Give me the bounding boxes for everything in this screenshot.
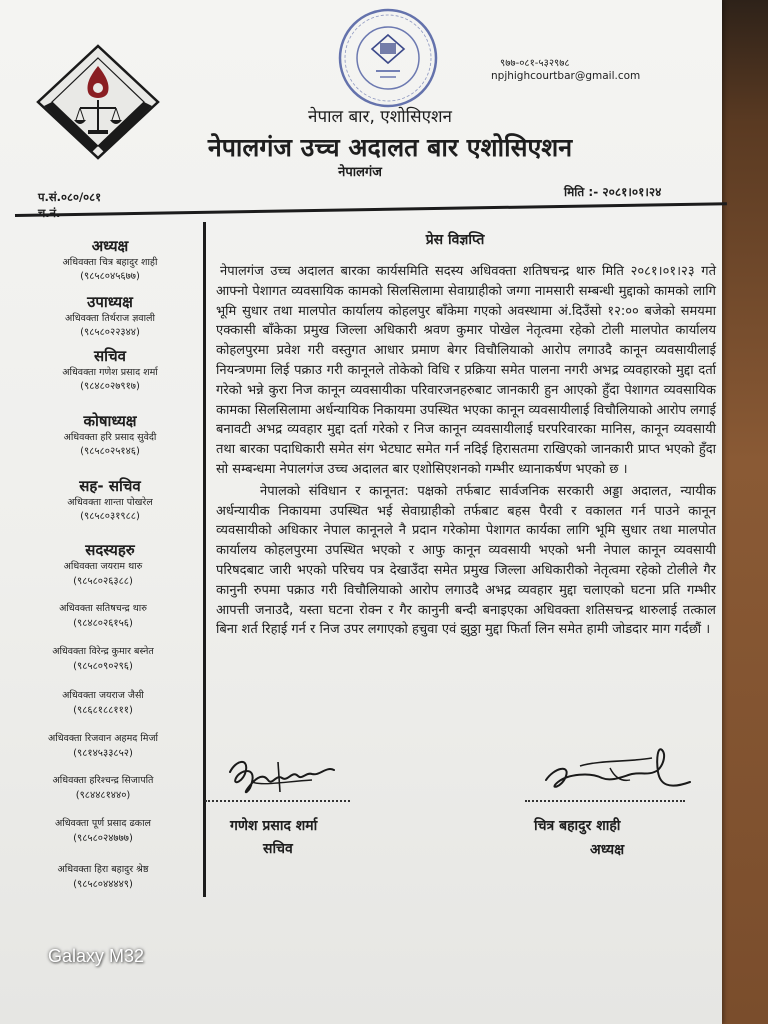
members-heading: सदस्यहरु (85, 541, 135, 559)
member-phone: (९८५८०४४४४९) (73, 879, 133, 890)
signatory-role: अध्यक्ष (590, 842, 625, 858)
member-entry (18, 773, 188, 803)
officer-role: सह- सचिव (79, 477, 141, 495)
officer-name: अधिवक्ता शान्ता पोखरेल (67, 497, 153, 508)
member-phone: (९८४८०२६१५६) (73, 618, 133, 629)
notice-paragraph: नेपालको संविधान र कानूनत: पक्षको तर्फबाट सार्वजनिक सरकारी अड्डा अदालत, न्यायीक अर्धन्यायीक निकायमा उपस्थित भई सेवाग्राहीको तर्फबाट बहस पैरवी र वकालत गर्न पाउने कानून व्यवसायीको अधिकार नेपाल कानूनले नै प्रदान गरेकोमा पेशागत कार्यका लागि भूमि सुधार तथा मालपोत कार्यालय कोहलपुरमा उपस्थित भएको र आफु कानून व्यवसायी भएको भनी नेपाल कानून व्यवसायी परिषदबाट जारी भएको परिचय पत्र देखाउँदा समेत प्रमुख जिल्ला अधिकारीको नेतृत्वमा रहेको टोलीले गैर कानुनी रुपमा पक्राउ गरी विचौलियाको आरोप लगाउदै अभद्र व्यवहार मुद्दा चलाएको घटना प्रति गम्भीर आपत्ती जनाउदै, यस्ता घटना रोक्न र गैर कानुनी बन्दी बनाइएका अधिवक्ता शतिसचन्द्र थारुलाई तत्काल बिना शर्त रिहाई गर्न र निज उपर लगाएको हचुवा एवं झुठ्ठा मुद्दा फिर्ता लिन समेत हामी जोडदार माग गर्दछौं । (216, 483, 716, 638)
bar-association-logo (36, 44, 160, 160)
officer-president (25, 237, 195, 284)
officer-role: कोषाध्यक्ष (83, 412, 137, 430)
officer-phone: (९८५८०२२३४४) (80, 327, 140, 338)
member-name: अधिवक्ता हिरा बहादुर श्रेष्ठ (57, 864, 149, 875)
signature-line (205, 800, 350, 802)
notice-heading: प्रेस विज्ञप्ति (425, 232, 485, 248)
member-entry (18, 862, 188, 892)
member-entry (18, 816, 188, 846)
sidebar-divider (203, 222, 206, 897)
member-entry (18, 601, 188, 631)
email-address: npjhighcourtbar@gmail.com (491, 70, 641, 82)
officer-name: अधिवक्ता हरि प्रसाद सुवेदी (63, 432, 157, 443)
officer-name: अधिवक्ता चित्र बहादुर शाही (62, 257, 158, 268)
camera-watermark: Galaxy M32 (48, 946, 145, 966)
officer-role: अध्यक्ष (91, 237, 129, 255)
letter-date: मिति :- २०८१।०१।२४ (564, 185, 662, 199)
letterhead-location: नेपालगंज (338, 165, 382, 180)
member-phone: (९८५८०२४७७७) (73, 833, 133, 844)
notice-body (216, 262, 716, 640)
phone-number: ९७७-०८१-५३२९७८ (500, 58, 570, 69)
member-phone: (९८१४५३३८५२) (73, 748, 133, 759)
member-name: अधिवक्ता सतिषचन्द्र थारु (59, 603, 147, 614)
officer-treasurer (25, 412, 195, 459)
member-entry (18, 688, 188, 718)
signatory-name: गणेश प्रसाद शर्मा (230, 818, 318, 834)
officer-vice-president (25, 293, 195, 340)
signatory-name: चित्र बहादुर शाही (534, 818, 621, 834)
officer-phone: (९८५८०३१९८८) (80, 511, 140, 522)
officer-name: अधिवक्ता गणेश प्रसाद शर्मा (62, 367, 158, 378)
signature-president (540, 746, 695, 802)
member-name: अधिवक्ता जयराम थारु (63, 561, 143, 572)
officer-phone: (९८५८०४५६७७) (80, 271, 140, 282)
officer-role: सचिव (94, 347, 126, 365)
reference-number: प.सं.०८०/०८१ (38, 190, 102, 204)
member-name: अधिवक्ता पूर्ण प्रसाद ढकाल (54, 818, 151, 829)
officer-phone: (९८५८०२५१४६) (80, 446, 140, 457)
officer-role: उपाध्यक्ष (87, 293, 133, 311)
header-divider (15, 202, 727, 217)
member-name: अधिवक्ता जयराज जैसी (62, 690, 144, 701)
officer-secretary (25, 347, 195, 394)
signatory-role: सचिव (263, 841, 293, 857)
member-name: अधिवक्ता विरेन्द्र कुमार बस्नेत (52, 646, 154, 657)
letterhead-title: नेपालगंज उच्च अदालत बार एशोसिएशन (207, 133, 573, 162)
org-subtitle: नेपाल बार, एशोसिएशन (308, 107, 452, 127)
officer-joint-secretary (25, 477, 195, 524)
official-stamp (336, 7, 440, 109)
member-entry (18, 559, 188, 589)
signature-line (525, 800, 685, 802)
signature-secretary (222, 752, 352, 802)
member-phone: (९८६८१८८१११) (73, 705, 133, 716)
member-entry (18, 644, 188, 674)
member-name: अधिवक्ता रिजवान अहमद मिर्जा (48, 733, 158, 744)
members-section (25, 541, 195, 560)
officer-phone: (९८४८०२७९१७) (80, 381, 140, 392)
member-entry (18, 731, 188, 761)
notice-paragraph: नेपालगंज उच्च अदालत बारका कार्यसमिति सदस्य अधिवक्ता शतिषचन्द्र थारु मिति २०८१।०१।२३ गते आफ्नो पेशागत व्यवसायिक कामको सिलसिलामा सेवाग्राहीको जग्गा नामसारी सम्बन्धी मुद्दाको कामको लागि भूमि सुधार तथा मालपोत कार्यालय कोहलपुर बाँकेमा गएको अवस्थामा अं.दिउँसो १२:०० बजेको समयमा एक्कासी बाँकेका प्रमुख जिल्ला अधिकारी श्रवण कुमार पोखेल नेतृत्वमा रहेको टोली मालपोत कार्यालय कोहलपुरमा प्रवेश गरी वस्तुगत आधार प्रमाण बेगर विचौलियाको आरोप लगाउदै कानून व्यवसायीलाई नियन्त्रणमा लिई पक्राउ गरी कानूनले तोकेको विधि र प्रक्रिया समेत पालना नगरी अभद्र व्यवहारको मुद्दा दर्ता गरेको भन्ने कुरा निज कानून व्यवसायीका परिवारजनहरुबाट जानकारी हुन आएको हुँदा पेशागत व्यवसायिक कामका सिलसिलामा अर्धन्यायिक निकायमा उपस्थित भएका कानून व्यवसायीलाई विचौलियाको आरोप लगाई बनावटी अभद्र व्यवहार मुद्दा दर्ता गरेको र निज कानून व्यवसायीलाई घरपरिवारका मानिस, कानून व्यवसायी तथा बारका पदाधिकारी समेत संग भेटघाट समेत गर्न नदिई हिरासतमा राखिएको जानकारी प्राप्त भएको हुँदा सो सम्बन्धमा नेपालगंज उच्च अदालत बार एशोसिएशनको गम्भीर ध्यानाकर्षण भएको छ । (216, 264, 716, 477)
member-phone: (९८४४८१४४०) (75, 790, 131, 801)
member-phone: (९८५८०२६३८८) (73, 576, 133, 587)
member-phone: (९८५८०९०२९६) (73, 661, 133, 672)
officer-name: अधिवक्ता तिर्थराज ज्ञवाली (65, 313, 155, 324)
member-name: अधिवक्ता हरिश्चन्द्र सिजापति (52, 775, 154, 786)
